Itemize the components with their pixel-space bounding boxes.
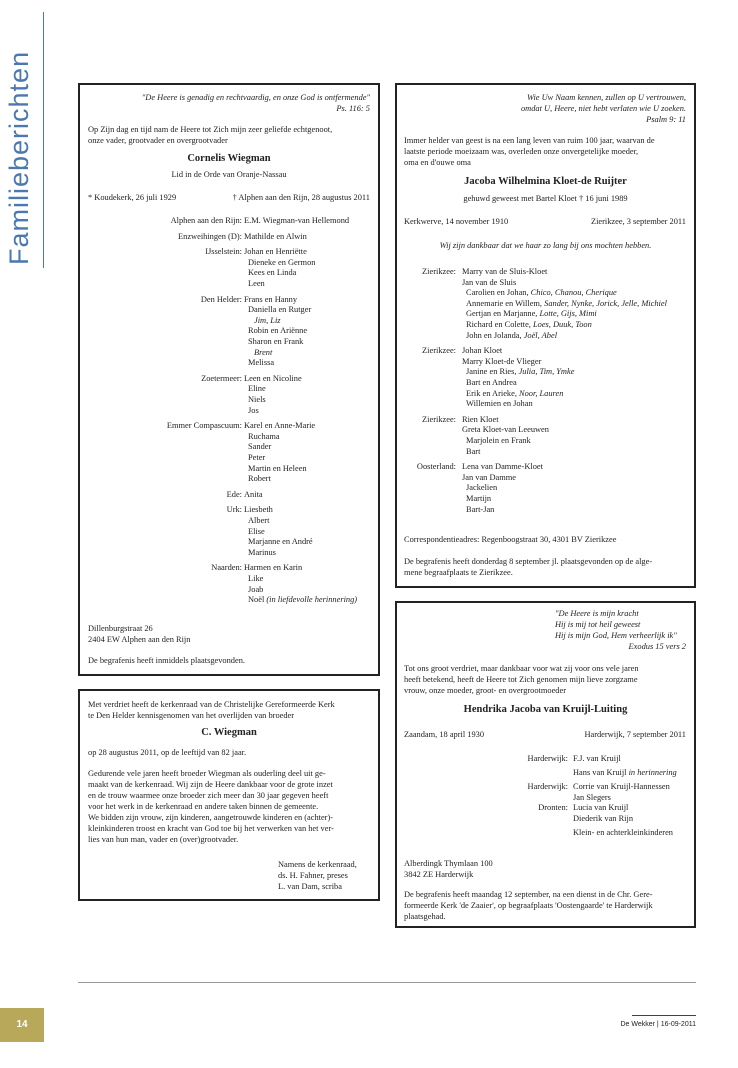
obituary-cornelis-wiegman bbox=[78, 83, 380, 676]
body-line: maakt van de kerkenraad. Wij zijn de Heere dankbaar voor de grote inzet bbox=[88, 780, 333, 789]
family-place: Enzweihingen (D): bbox=[178, 231, 242, 241]
closing-line: De begrafenis heeft donderdag 8 september jl. plaatsgevonden op de alge- bbox=[404, 557, 653, 566]
body-line: en de trouw waarmee onze broeder zich meer dan 30 jaar gegeven heeft bbox=[88, 791, 329, 800]
thanks-line: Wij zijn dankbaar dat we haar zo lang bij ons mochten hebben. bbox=[439, 241, 652, 250]
family-name: Lucia van Kruijl bbox=[573, 803, 629, 813]
family-name: Jan Slegers bbox=[573, 792, 611, 802]
family-name: Johan en Henriëtte bbox=[244, 247, 307, 257]
family-name: Jim, Liz bbox=[254, 315, 281, 325]
family-name: Like bbox=[248, 574, 264, 583]
family-name: Liesbeth bbox=[244, 505, 273, 515]
family-name: Johan Kloet bbox=[462, 346, 503, 356]
family-name: Mathilde en Alwin bbox=[244, 231, 307, 241]
verse-ref: Psalm 9: 11 bbox=[646, 115, 686, 124]
verse-line: "De Heere is mijn kracht bbox=[555, 609, 639, 618]
family-name: Ruchama bbox=[248, 431, 280, 441]
intro-line: Met verdriet heeft de kerkenraad van de Christelijke Gereformeerde Kerk bbox=[88, 700, 335, 709]
intro-line: oma en d'ouwe oma bbox=[404, 158, 471, 167]
closing-text: De begrafenis heeft inmiddels plaatsgevonden. bbox=[88, 656, 245, 665]
closing-line: plaatsgehad. bbox=[404, 912, 446, 921]
address-line: 2404 EW Alphen aan den Rijn bbox=[88, 635, 191, 644]
family-name: Dieneke en Germon bbox=[248, 257, 316, 267]
family-name: Janine en Ries, Julia, Tim, Ymke bbox=[466, 367, 575, 377]
family-place: Den Helder: bbox=[200, 294, 242, 304]
family-name: Corrie van Kruijl-Hannessen bbox=[573, 782, 670, 791]
page-number: 14 bbox=[0, 1008, 44, 1042]
family-place: Harderwijk: bbox=[527, 754, 568, 763]
intro-line: Op Zijn dag en tijd nam de Heere tot Zich mijn zeer geliefde echtgenoot, bbox=[88, 125, 333, 134]
subtitle: Lid in de Orde van Oranje-Nassau bbox=[171, 170, 287, 179]
intro-line: Tot ons groot verdriet, maar dankbaar voor wat zij voor ons vele jaren bbox=[404, 664, 639, 673]
family-name: Brent bbox=[254, 347, 273, 357]
body-line: We bidden zijn vrouw, zijn kinderen, aangetrouwde kinderen en (achter)- bbox=[88, 813, 334, 822]
family-name: Willemien en Johan bbox=[466, 399, 533, 409]
family-name: Sander bbox=[248, 442, 272, 452]
family-name: Harmen en Karin bbox=[244, 563, 303, 573]
family-place: Zierikzee: bbox=[422, 267, 456, 276]
family-place: Harderwijk: bbox=[527, 782, 568, 791]
family-name: Karel en Anne-Marie bbox=[244, 421, 316, 431]
family-name: Lena van Damme-Kloet bbox=[462, 462, 543, 472]
verse-text: "De Heere is genadig en rechtvaardig, en onze God is ontfermende" bbox=[141, 93, 370, 102]
family-name: Jan van Damme bbox=[462, 472, 516, 482]
family-name: Sharon en Frank bbox=[248, 337, 304, 346]
deceased-name: Hendrika Jacoba van Kruijl-Luiting bbox=[463, 704, 628, 715]
section-title-rule bbox=[43, 12, 44, 268]
verse-ref: Ps. 116: 5 bbox=[336, 104, 370, 113]
deceased-name: C. Wiegman bbox=[201, 727, 257, 738]
family-name: Kees en Linda bbox=[248, 268, 297, 278]
family-name: Diederik van Rijn bbox=[573, 813, 634, 823]
body-line: voor het werk in de kerkenraad en andere taken binnen de gemeente. bbox=[88, 802, 319, 811]
family-name: Eline bbox=[248, 384, 266, 394]
remembrance-note: (in liefdevolle herinnering) bbox=[266, 595, 358, 605]
family-name: Marry Kloet-de Vlieger bbox=[462, 356, 542, 366]
family-place: Naarden: bbox=[211, 563, 242, 573]
signature-line: Namens de kerkenraad, bbox=[278, 860, 357, 869]
verse-line: omdat U, Heere, niet hebt verlaten wie U zoeken. bbox=[520, 104, 686, 113]
body-line: lies van hun man, vader en (over)grootvader. bbox=[88, 835, 239, 844]
intro-line: te Den Helder kennisgenomen van het overlijden van broeder bbox=[88, 711, 295, 720]
publication-rule bbox=[632, 1015, 696, 1016]
verse-line: Wie Uw Naam kennen, zullen op U vertrouwen, bbox=[526, 93, 686, 102]
intro-line: heeft betekend, heeft de Heere tot Zich genomen mijn lieve zorgzame bbox=[404, 675, 638, 684]
death-line: † Alphen aan den Rijn, 28 augustus 2011 bbox=[232, 193, 370, 202]
verse-line: Hij is mijn God, Hem verheerlijk ik" bbox=[555, 631, 677, 640]
family-place: Oosterland: bbox=[416, 462, 456, 472]
intro-line: onze vader, grootvader en overgrootvader bbox=[88, 136, 228, 145]
family-name: Melissa bbox=[248, 358, 275, 368]
closing-line: De begrafenis heeft maandag 12 september, na een dienst in de Chr. Gere- bbox=[404, 890, 653, 899]
address-line: Alberdingk Thymlaan 100 bbox=[404, 859, 493, 868]
family-name: Bart bbox=[466, 446, 481, 456]
family-name: Klein- en achterkleinkinderen bbox=[573, 827, 673, 837]
publication-info: De Wekker | 16-09-2011 bbox=[620, 1021, 696, 1028]
family-name: Robert bbox=[248, 474, 271, 484]
family-name: Jos bbox=[248, 405, 259, 415]
subtitle: gehuwd geweest met Bartel Kloet † 16 juni 1989 bbox=[463, 194, 628, 203]
family-place: Zoetermeer: bbox=[201, 373, 242, 383]
address-line: 3842 ZE Harderwijk bbox=[404, 870, 474, 879]
family-name: Marjolein en Frank bbox=[466, 436, 531, 445]
family-name: Marjanne en André bbox=[248, 537, 313, 547]
correspondence-line: Correspondentieadres: Regenboogstraat 30, 4301 BV Zierikzee bbox=[404, 535, 617, 544]
family-name: Jackelien bbox=[466, 483, 498, 493]
address-line: Dillenburgstraat 26 bbox=[88, 624, 153, 633]
family-name: Marinus bbox=[248, 547, 276, 557]
family-name: Annemarie en Willem, Sander, Nynke, Jorick, Jelle, Michiel bbox=[466, 298, 667, 308]
family-name: Marry van de Sluis-Kloet bbox=[462, 267, 548, 276]
family-place: Urk: bbox=[226, 505, 242, 515]
body-line: Gedurende vele jaren heeft broeder Wiegman als ouderling deel uit ge- bbox=[88, 769, 326, 778]
family-name: Martijn bbox=[466, 494, 492, 503]
family-name: Rien Kloet bbox=[462, 414, 499, 424]
obituary-hendrika-van-kruijl bbox=[395, 601, 696, 928]
intro-line: laatste periode moeizaam was, overleden onze onvergetelijke moeder, bbox=[404, 147, 639, 156]
footer-rule bbox=[78, 982, 696, 983]
family-name: Jan van de Sluis bbox=[462, 277, 517, 287]
body-line: kleinkinderen troost en kracht van God toe bij het verwerken van het ver- bbox=[88, 824, 334, 833]
family-name: Niels bbox=[248, 395, 266, 404]
family-name: Leen en Nicoline bbox=[244, 373, 302, 383]
family-name: Bart-Jan bbox=[466, 504, 495, 514]
family-place: Dronten: bbox=[538, 803, 568, 813]
intro-line: vrouw, onze moeder, groot- en overgrootmoeder bbox=[404, 686, 566, 695]
birth-line: Zaandam, 18 april 1930 bbox=[404, 730, 485, 739]
closing-line: mene begraafplaats te Zierikzee. bbox=[404, 568, 513, 577]
family-name: Albert bbox=[248, 516, 270, 525]
family-place: Alphen aan den Rijn: bbox=[170, 216, 242, 225]
family-name: Greta Kloet-van Leeuwen bbox=[462, 425, 549, 435]
section-title: Familieberichten bbox=[4, 50, 34, 265]
family-name: Martin en Heleen bbox=[248, 463, 307, 473]
obituary-jacoba-kloet bbox=[395, 83, 696, 588]
verse-ref: Exodus 15 vers 2 bbox=[628, 642, 686, 651]
family-place: Zierikzee: bbox=[422, 346, 456, 356]
family-place: Zierikzee: bbox=[422, 414, 456, 424]
family-name: Elise bbox=[248, 526, 265, 536]
date-line: op 28 augustus 2011, op de leeftijd van 82 jaar. bbox=[88, 748, 247, 757]
family-name: Robin en Ariënne bbox=[248, 326, 308, 336]
family-name: E.M. Wiegman-van Hellemond bbox=[244, 216, 350, 225]
deceased-name: Jacoba Wilhelmina Kloet-de Ruijter bbox=[464, 176, 627, 187]
family-name: Leen bbox=[248, 279, 265, 288]
family-name: Richard en Colette, Loes, Duuk, Toon bbox=[466, 320, 592, 329]
family-name: Bart en Andrea bbox=[466, 378, 517, 387]
birth-line: Kerkwerve, 14 november 1910 bbox=[404, 217, 509, 226]
birth-line: * Koudekerk, 26 juli 1929 bbox=[88, 193, 177, 202]
signature-line: L. van Dam, scriba bbox=[278, 882, 342, 891]
family-name: Frans en Hanny bbox=[244, 294, 298, 304]
death-line: Harderwijk, 7 september 2011 bbox=[584, 730, 686, 739]
family-name: Anita bbox=[244, 489, 263, 499]
family-place: Emmer Compascuum: bbox=[166, 421, 242, 431]
family-place: IJsselstein: bbox=[205, 247, 242, 257]
family-name: Daniella en Rutger bbox=[248, 305, 312, 315]
family-name: Noël (in liefdevolle herinnering) bbox=[248, 595, 358, 605]
family-name: Peter bbox=[248, 453, 266, 462]
family-name: Hans van Kruijl in herinnering bbox=[573, 768, 677, 777]
family-name: F.J. van Kruijl bbox=[573, 754, 621, 763]
verse-line: Hij is mij tot heil geweest bbox=[555, 620, 641, 629]
closing-line: formeerde Kerk 'de Zaaier', op begraafplaats 'Oostengaarde' te Harderwijk bbox=[404, 901, 653, 910]
obituary-c-wiegman-kerkenraad bbox=[78, 689, 380, 901]
death-line: Zierikzee, 3 september 2011 bbox=[590, 217, 686, 226]
deceased-name: Cornelis Wiegman bbox=[187, 153, 271, 164]
family-name: Joab bbox=[248, 584, 264, 594]
family-name: John en Jolanda, Joël, Abel bbox=[466, 330, 558, 340]
signature-line: ds. H. Fahner, preses bbox=[278, 871, 348, 880]
intro-line: Immer helder van geest is na een lang leven van ruim 100 jaar, waarvan de bbox=[404, 136, 655, 145]
family-name: Gertjan en Marjanne, Lotte, Gijs, Mimi bbox=[466, 309, 597, 319]
family-name: Erik en Arieke, Noor, Lauren bbox=[466, 388, 564, 398]
family-name: Carolien en Johan, Chico, Chanou, Cherique bbox=[466, 288, 617, 298]
family-place: Ede: bbox=[226, 489, 242, 499]
